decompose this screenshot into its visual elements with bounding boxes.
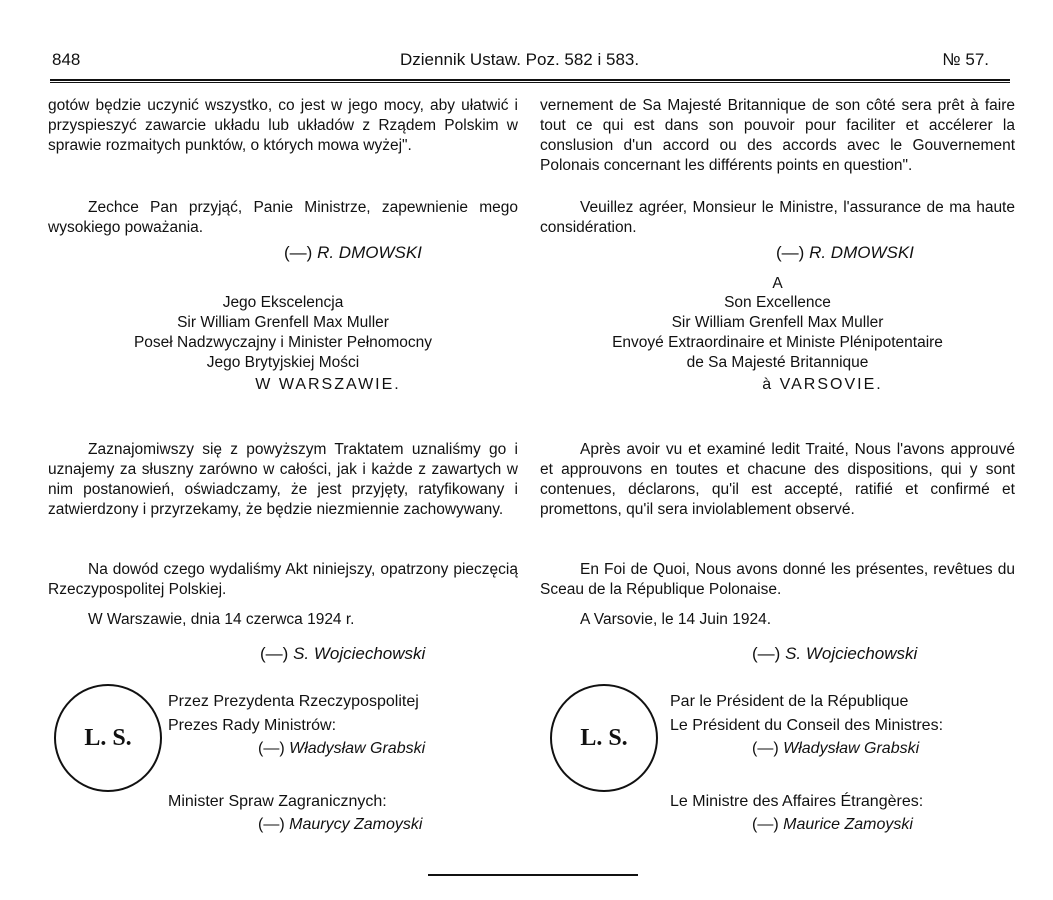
- french-column: [540, 96, 1015, 856]
- polish-by-president: Przez Prezydenta Rzeczypospolitej: [168, 693, 419, 710]
- page-number: 848: [52, 50, 81, 69]
- polish-seal-stamp: L. S.: [54, 684, 162, 792]
- journal-title: Dziennik Ustaw. Poz. 582 i 583.: [400, 50, 640, 69]
- french-paragraph-4: En Foi de Quoi, Nous avons donné les présentes, revêtues du Sceau de la République Polonaise.: [540, 561, 1015, 598]
- header-rule-thin: [50, 82, 1010, 83]
- polish-column: [48, 96, 518, 856]
- polish-paragraph-4: Na dowód czego wydaliśmy Akt niniejszy, opatrzony pieczęcią Rzeczypospolitej Polskiej.: [48, 561, 518, 598]
- french-signature-wojciechowski: (—) S. Wojciechowski: [752, 644, 918, 663]
- polish-date: W Warszawie, dnia 14 czerwca 1924 r.: [88, 611, 355, 628]
- french-address-line-4: de Sa Majesté Britannique: [686, 354, 869, 371]
- polish-signature-wojciechowski: (—) S. Wojciechowski: [260, 644, 426, 663]
- french-date: A Varsovie, le 14 Juin 1924.: [580, 611, 772, 628]
- french-address-line-3: Envoyé Extraordinaire et Ministe Plénipotentaire: [612, 334, 943, 351]
- footer-rule: [428, 874, 638, 876]
- polish-paragraph-2: Zechce Pan przyjąć, Panie Ministrze, zapewnienie mego wysokiego poważania.: [48, 199, 518, 236]
- french-pm-signature: (—) Władysław Grabski: [752, 740, 920, 757]
- french-paragraph-2: Veuillez agréer, Monsieur le Ministre, l'assurance de ma haute considération.: [540, 199, 1015, 236]
- polish-paragraph-1: gotów będzie uczynić wszystko, co jest w jego mocy, aby ułatwić i przyspieszyć zawarcie układu lub układów z Rządem Polskim w sprawie rozmaitych punktów, o których mowa wyżej".: [48, 97, 518, 154]
- polish-address-city: W WARSZAWIE.: [255, 376, 401, 393]
- french-fm-signature: (—) Maurice Zamoyski: [752, 816, 913, 833]
- french-fm-title: Le Ministre des Affaires Étrangères:: [670, 793, 924, 810]
- polish-pm-signature: (—) Władysław Grabski: [258, 740, 426, 757]
- polish-paragraph-3: Zaznajomiwszy się z powyższym Traktatem uznaliśmy go i uznajemy za słuszny zarówno w całości, jak i każde z zawartych w nim postanowień, oświadczamy, że jest przyjęty, ratyfikowany i zatwierdzony i przyrzekamy, że będzie niezmiennie zachowywany.: [48, 441, 518, 518]
- issue-number: № 57.: [942, 50, 989, 69]
- polish-signature-dmowski: (—) R. DMOWSKI: [284, 243, 422, 262]
- polish-fm-title: Minister Spraw Zagranicznych:: [168, 793, 387, 810]
- french-signature-dmowski: (—) R. DMOWSKI: [776, 243, 914, 262]
- french-seal-stamp: L. S.: [550, 684, 658, 792]
- polish-pm-title: Prezes Rady Ministrów:: [168, 717, 337, 734]
- french-paragraph-1: vernement de Sa Majesté Britannique de son côté sera prêt à faire tout ce qui est dans son pouvoir pour faciliter et accélerer la conslusion d'un accord ou des accords avec le Gouvernement Polonais concernant les différents points en question".: [540, 97, 1015, 174]
- polish-fm-signature: (—) Maurycy Zamoyski: [258, 816, 423, 833]
- polish-address-line-2: Sir William Grenfell Max Muller: [177, 314, 389, 331]
- french-paragraph-3: Après avoir vu et examiné ledit Traité, Nous l'avons approuvé et approuvons en toutes et chacune des dispositions, qui y sont contenues, déclarons, qu'il est accepté, ratifié et confirmé et promettons, qu'il sera inviolablement observé.: [540, 441, 1015, 518]
- french-address-line-0: A: [772, 275, 783, 292]
- french-address-line-2: Sir William Grenfell Max Muller: [671, 314, 884, 331]
- french-pm-title: Le Président du Conseil des Ministres:: [670, 717, 944, 734]
- polish-address-line-4: Jego Brytyjskiej Mości: [206, 354, 360, 371]
- header-rule: [50, 79, 1010, 81]
- polish-address-line-3: Poseł Nadzwyczajny i Minister Pełnomocny: [133, 334, 433, 351]
- french-by-president: Par le Président de la République: [670, 693, 909, 710]
- french-address-line-1: Son Excellence: [724, 294, 831, 311]
- french-address-city: à VARSOVIE.: [762, 376, 883, 393]
- polish-address-line-1: Jego Ekscelencja: [222, 294, 344, 311]
